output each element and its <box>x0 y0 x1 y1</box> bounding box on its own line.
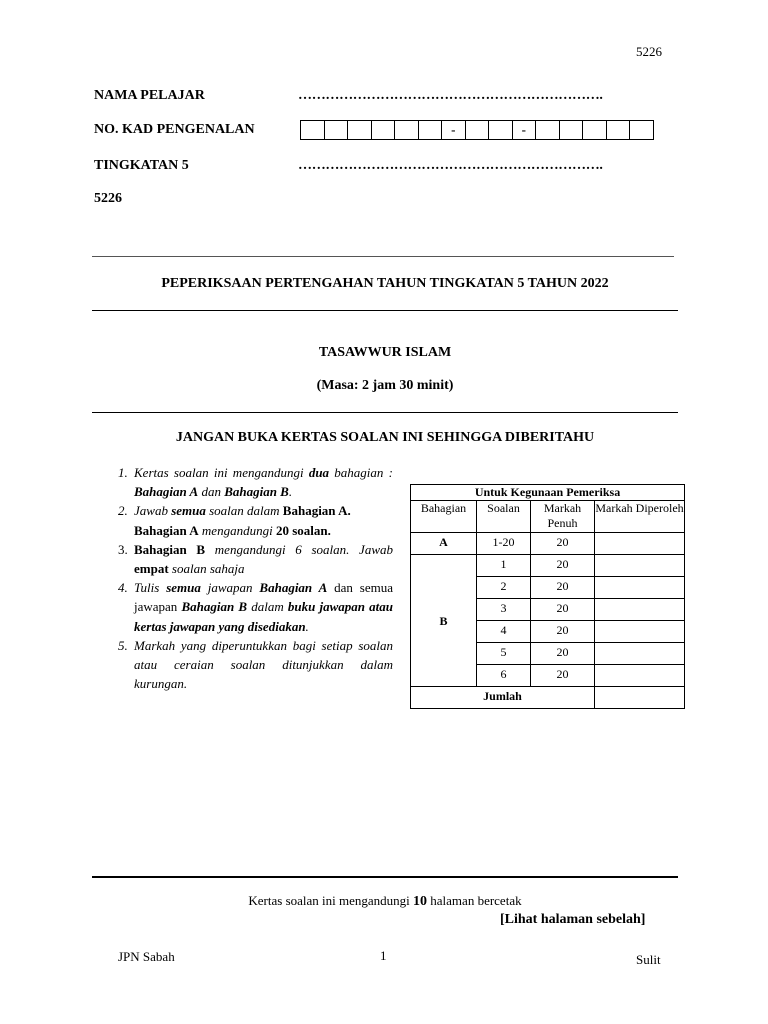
diperoleh-b[interactable] <box>595 599 685 621</box>
tingkatan-label: TINGKATAN 5 <box>94 158 189 173</box>
text: dan <box>198 484 225 500</box>
instruction-number: 2. <box>118 503 128 519</box>
turn-page-note: [Lihat halaman sebelah] <box>500 912 646 927</box>
page-count-note <box>92 893 678 910</box>
instruction-number: 4. <box>118 580 128 596</box>
col-soalan: Soalan <box>477 501 531 533</box>
text-bold: Bahagian A. <box>282 503 351 519</box>
text: mengandungi 6 soalan. Jawab <box>205 541 393 557</box>
tingkatan-dots[interactable]: …………………………………………………………. <box>298 158 603 173</box>
instruction-number: 5. <box>118 637 128 653</box>
instruction-text: Markah yang diperuntukkan bagi setiap soalan atau ceraian soalan ditunjukkan dalam kurungan. <box>134 637 393 692</box>
soalan-b: 3 <box>477 599 531 621</box>
ic-digit-box[interactable] <box>394 121 418 139</box>
soalan-b: 4 <box>477 621 531 643</box>
page-number: 1 <box>380 948 387 963</box>
col-markah-diperoleh: Markah Diperoleh <box>595 501 685 533</box>
ic-digit-box[interactable] <box>629 121 653 139</box>
jumlah-value[interactable] <box>595 687 685 709</box>
ic-digit-box[interactable] <box>488 121 512 139</box>
nama-label: NAMA PELAJAR <box>94 88 205 103</box>
instruction-4 <box>118 578 393 636</box>
col-markah-penuh: Markah Penuh <box>531 501 595 533</box>
text: dan semua jawapan <box>134 580 394 615</box>
markah-b: 20 <box>531 577 595 599</box>
instruction-1 <box>118 463 393 501</box>
markah-b: 20 <box>531 599 595 621</box>
diperoleh-b[interactable] <box>595 665 685 687</box>
ic-digit-box[interactable]: - <box>441 121 465 139</box>
text: jawapan <box>200 580 260 596</box>
diperoleh-a[interactable] <box>595 533 685 555</box>
table-row <box>411 533 685 555</box>
text: soalan dalam <box>205 503 283 519</box>
footer-left: JPN Sabah <box>118 949 175 964</box>
text-bold: Bahagian B <box>224 484 289 500</box>
text: Jawab <box>134 503 172 519</box>
text: dalam <box>247 599 288 615</box>
divider <box>92 876 678 878</box>
text: Tulis <box>134 580 167 596</box>
text-bold: Bahagian B <box>134 541 206 557</box>
instruction-5 <box>118 636 393 694</box>
instruction-text <box>134 501 393 539</box>
text-bold: dua <box>308 465 330 480</box>
ic-digit-box[interactable] <box>582 121 606 139</box>
ic-digit-box[interactable] <box>418 121 442 139</box>
text-bold: Bahagian B <box>181 599 248 615</box>
soalan-b: 1 <box>477 555 531 577</box>
ic-digit-box[interactable] <box>465 121 489 139</box>
divider <box>92 256 674 257</box>
text-bold: Bahagian A <box>134 484 199 500</box>
col-bahagian: Bahagian <box>411 501 477 533</box>
duration: (Masa: 2 jam 30 minit) <box>316 378 454 393</box>
markah-a: 20 <box>531 533 595 555</box>
soalan-b: 5 <box>477 643 531 665</box>
code-label: 5226 <box>94 191 122 206</box>
table-row-total <box>411 687 685 709</box>
instruction-number: 3. <box>118 541 128 557</box>
ic-digit-box[interactable] <box>559 121 583 139</box>
markah-b: 20 <box>531 665 595 687</box>
nama-dots[interactable]: …………………………………………………………. <box>298 88 603 103</box>
markah-b: 20 <box>531 555 595 577</box>
text: . <box>305 618 309 634</box>
ic-digit-box[interactable] <box>535 121 559 139</box>
text-bold: semua <box>171 503 206 519</box>
divider <box>92 412 678 413</box>
ic-digit-box[interactable] <box>324 121 348 139</box>
ic-label: NO. KAD PENGENALAN <box>94 122 255 137</box>
text: soalan sahaja <box>168 561 245 577</box>
instruction-text <box>134 578 393 636</box>
divider <box>92 310 678 311</box>
page-count: 10 <box>413 894 428 909</box>
instruction-number: 1. <box>118 465 128 480</box>
instructions <box>118 463 393 693</box>
text-bold: Bahagian A <box>259 580 328 596</box>
paper-code: 5226 <box>636 44 662 59</box>
soalan-b: 6 <box>477 665 531 687</box>
text: mengandungi <box>198 522 276 538</box>
ic-digit-box[interactable] <box>301 121 324 139</box>
text-bold: buku jawapan atau kertas jawapan yang disediakan <box>134 599 393 634</box>
ic-digit-box[interactable] <box>347 121 371 139</box>
bahagian-a: A <box>411 533 477 555</box>
text: halaman bercetak <box>427 893 522 908</box>
text-bold: semua <box>166 580 201 596</box>
ic-number-boxes[interactable] <box>300 120 654 140</box>
ic-digit-box[interactable] <box>371 121 395 139</box>
examiner-table <box>410 484 685 709</box>
instruction-text <box>134 463 393 501</box>
ic-digit-box[interactable]: - <box>512 121 536 139</box>
instruction-2 <box>118 501 393 539</box>
markah-b: 20 <box>531 643 595 665</box>
ic-digit-box[interactable] <box>606 121 630 139</box>
text-bold: empat <box>134 561 169 577</box>
bahagian-b: B <box>411 555 477 687</box>
subject-title: TASAWWUR ISLAM <box>318 345 452 360</box>
instruction-text <box>134 540 393 578</box>
text-bold: 20 soalan. <box>275 522 331 538</box>
text: Kertas soalan ini mengandungi <box>248 893 414 908</box>
jumlah-label: Jumlah <box>411 687 595 709</box>
diperoleh-b[interactable] <box>595 555 685 577</box>
text: . <box>288 484 293 500</box>
instruction-3 <box>118 540 393 578</box>
table-row <box>411 555 685 577</box>
diperoleh-b[interactable] <box>595 643 685 665</box>
soalan-b: 2 <box>477 577 531 599</box>
soalan-a: 1-20 <box>477 533 531 555</box>
markah-b: 20 <box>531 621 595 643</box>
exam-title: PEPERIKSAAN PERTENGAHAN TAHUN TINGKATAN 5 TAHUN 2022 <box>161 276 609 291</box>
diperoleh-b[interactable] <box>595 577 685 599</box>
diperoleh-b[interactable] <box>595 621 685 643</box>
warning-text: JANGAN BUKA KERTAS SOALAN INI SEHINGGA DIBERITAHU <box>175 430 595 445</box>
text-bold: Bahagian A <box>134 522 199 538</box>
text: Kertas soalan ini mengandungi <box>134 465 309 480</box>
text: bahagian : <box>329 465 393 480</box>
table-title: Untuk Kegunaan Pemeriksa <box>411 485 685 501</box>
footer-right: Sulit <box>636 952 661 967</box>
